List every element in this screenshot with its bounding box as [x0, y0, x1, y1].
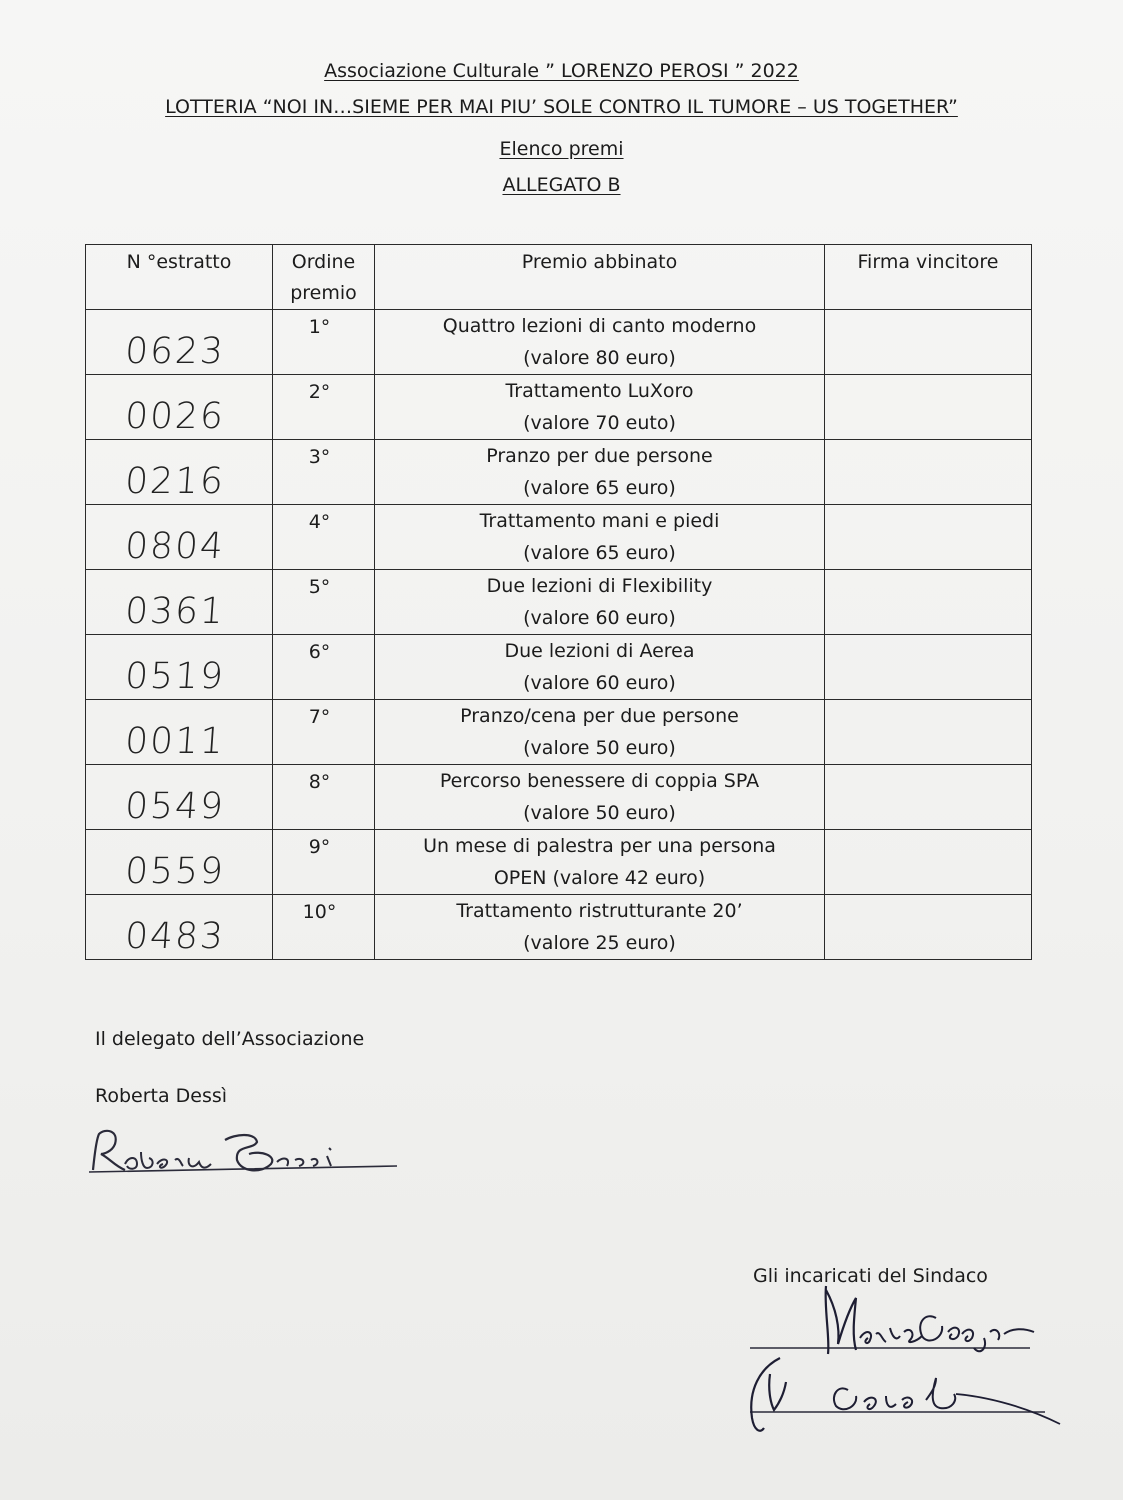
table-row [86, 310, 1032, 375]
prize-order: 10° [302, 901, 337, 923]
lottery-title: LOTTERIA “NOI IN…SIEME PER MAI PIU’ SOLE CONTRO IL TUMORE – US TOGETHER” [165, 96, 958, 118]
table-row [86, 440, 1032, 505]
prize-value: (valore 65 euro) [523, 477, 676, 499]
prize-description: Quattro lezioni di canto moderno [442, 315, 757, 337]
cell-order [273, 505, 375, 570]
prize-order: 4° [308, 511, 331, 533]
drawn-number: 0483 [123, 916, 227, 957]
prize-description: Trattamento LuXoro [505, 380, 694, 402]
prize-order: 1° [308, 316, 331, 338]
prize-order: 7° [308, 706, 331, 728]
table-header-row [86, 245, 1032, 310]
cell-winner-signature [825, 570, 1032, 635]
cell-number [86, 310, 273, 375]
attachment-label: ALLEGATO B [502, 174, 621, 196]
table-row [86, 830, 1032, 895]
drawn-number: 0623 [123, 331, 227, 372]
cell-winner-signature [825, 895, 1032, 960]
cell-prize [375, 830, 825, 895]
prize-value: (valore 80 euro) [523, 347, 676, 369]
cell-winner-signature [825, 375, 1032, 440]
prize-value: (valore 50 euro) [523, 737, 676, 759]
cell-order [273, 440, 375, 505]
cell-number [86, 570, 273, 635]
cell-number [86, 375, 273, 440]
prize-value: (valore 60 euro) [523, 672, 676, 694]
prize-description: Trattamento mani e piedi [479, 510, 720, 532]
cell-number [86, 830, 273, 895]
cell-winner-signature [825, 505, 1032, 570]
cell-prize [375, 895, 825, 960]
table-row [86, 635, 1032, 700]
prize-order: 6° [308, 641, 331, 663]
cell-prize [375, 700, 825, 765]
table-row [86, 700, 1032, 765]
cell-number [86, 765, 273, 830]
drawn-number: 0026 [123, 396, 227, 437]
prize-value: (valore 60 euro) [523, 607, 676, 629]
table-row [86, 505, 1032, 570]
header-order [273, 245, 375, 310]
prize-value: OPEN (valore 42 euro) [493, 867, 706, 889]
cell-order [273, 635, 375, 700]
drawn-number: 0216 [123, 461, 227, 502]
cell-order [273, 310, 375, 375]
prize-value: (valore 25 euro) [523, 932, 676, 954]
drawn-number: 0559 [123, 851, 227, 892]
prize-value: (valore 70 euto) [523, 412, 676, 434]
prize-value: (valore 50 euro) [523, 802, 676, 824]
cell-winner-signature [825, 310, 1032, 375]
header-number: N °estratto [86, 245, 273, 310]
cell-order [273, 375, 375, 440]
delegate-name: Roberta Dessì [95, 1085, 228, 1107]
cell-prize [375, 635, 825, 700]
prize-order: 5° [308, 576, 331, 598]
prize-description: Pranzo per due persone [486, 445, 713, 467]
cell-number [86, 635, 273, 700]
drawn-number: 0804 [123, 526, 227, 567]
cell-winner-signature [825, 765, 1032, 830]
association-title: Associazione Culturale ” LORENZO PEROSI ” 2022 [324, 60, 799, 82]
mayor-signature-drawing [740, 1278, 1080, 1448]
cell-winner-signature [825, 440, 1032, 505]
header-prize: Premio abbinato [375, 245, 825, 310]
cell-number [86, 505, 273, 570]
prize-table [85, 244, 1032, 960]
drawn-number: 0011 [123, 721, 227, 762]
cell-order [273, 765, 375, 830]
drawn-number: 0519 [123, 656, 227, 697]
prize-list-subtitle: Elenco premi [499, 138, 624, 160]
prize-description: Due lezioni di Aerea [504, 640, 695, 662]
drawn-number: 0361 [123, 591, 227, 632]
table-row [86, 570, 1032, 635]
cell-order [273, 700, 375, 765]
cell-prize [375, 765, 825, 830]
cell-number [86, 895, 273, 960]
table-row [86, 895, 1032, 960]
cell-prize [375, 375, 825, 440]
delegate-signature-drawing [85, 1120, 415, 1190]
prize-order: 8° [308, 771, 331, 793]
prize-description: Due lezioni di Flexibility [486, 575, 713, 597]
drawn-number: 0549 [123, 786, 227, 827]
cell-number [86, 440, 273, 505]
cell-prize [375, 570, 825, 635]
mayor-delegates-label: Gli incaricati del Sindaco [753, 1265, 988, 1287]
prize-order: 2° [308, 381, 331, 403]
header-signature: Firma vincitore [825, 245, 1032, 310]
prize-description: Trattamento ristrutturante 20’ [456, 900, 743, 922]
header-order-line2: premio [290, 282, 357, 304]
cell-number [86, 700, 273, 765]
prize-order: 3° [308, 446, 331, 468]
table-row [86, 375, 1032, 440]
prize-description: Pranzo/cena per due persone [460, 705, 739, 727]
table-row [86, 765, 1032, 830]
cell-winner-signature [825, 700, 1032, 765]
prize-value: (valore 65 euro) [523, 542, 676, 564]
cell-prize [375, 440, 825, 505]
cell-winner-signature [825, 635, 1032, 700]
cell-prize [375, 505, 825, 570]
cell-order [273, 830, 375, 895]
cell-prize [375, 310, 825, 375]
cell-order [273, 570, 375, 635]
prize-order: 9° [308, 836, 331, 858]
delegate-label: Il delegato dell’Associazione [95, 1028, 365, 1050]
prize-description: Un mese di palestra per una persona [423, 835, 776, 857]
header-order-line1: Ordine [291, 251, 356, 273]
cell-order [273, 895, 375, 960]
prize-description: Percorso benessere di coppia SPA [439, 770, 760, 792]
cell-winner-signature [825, 830, 1032, 895]
